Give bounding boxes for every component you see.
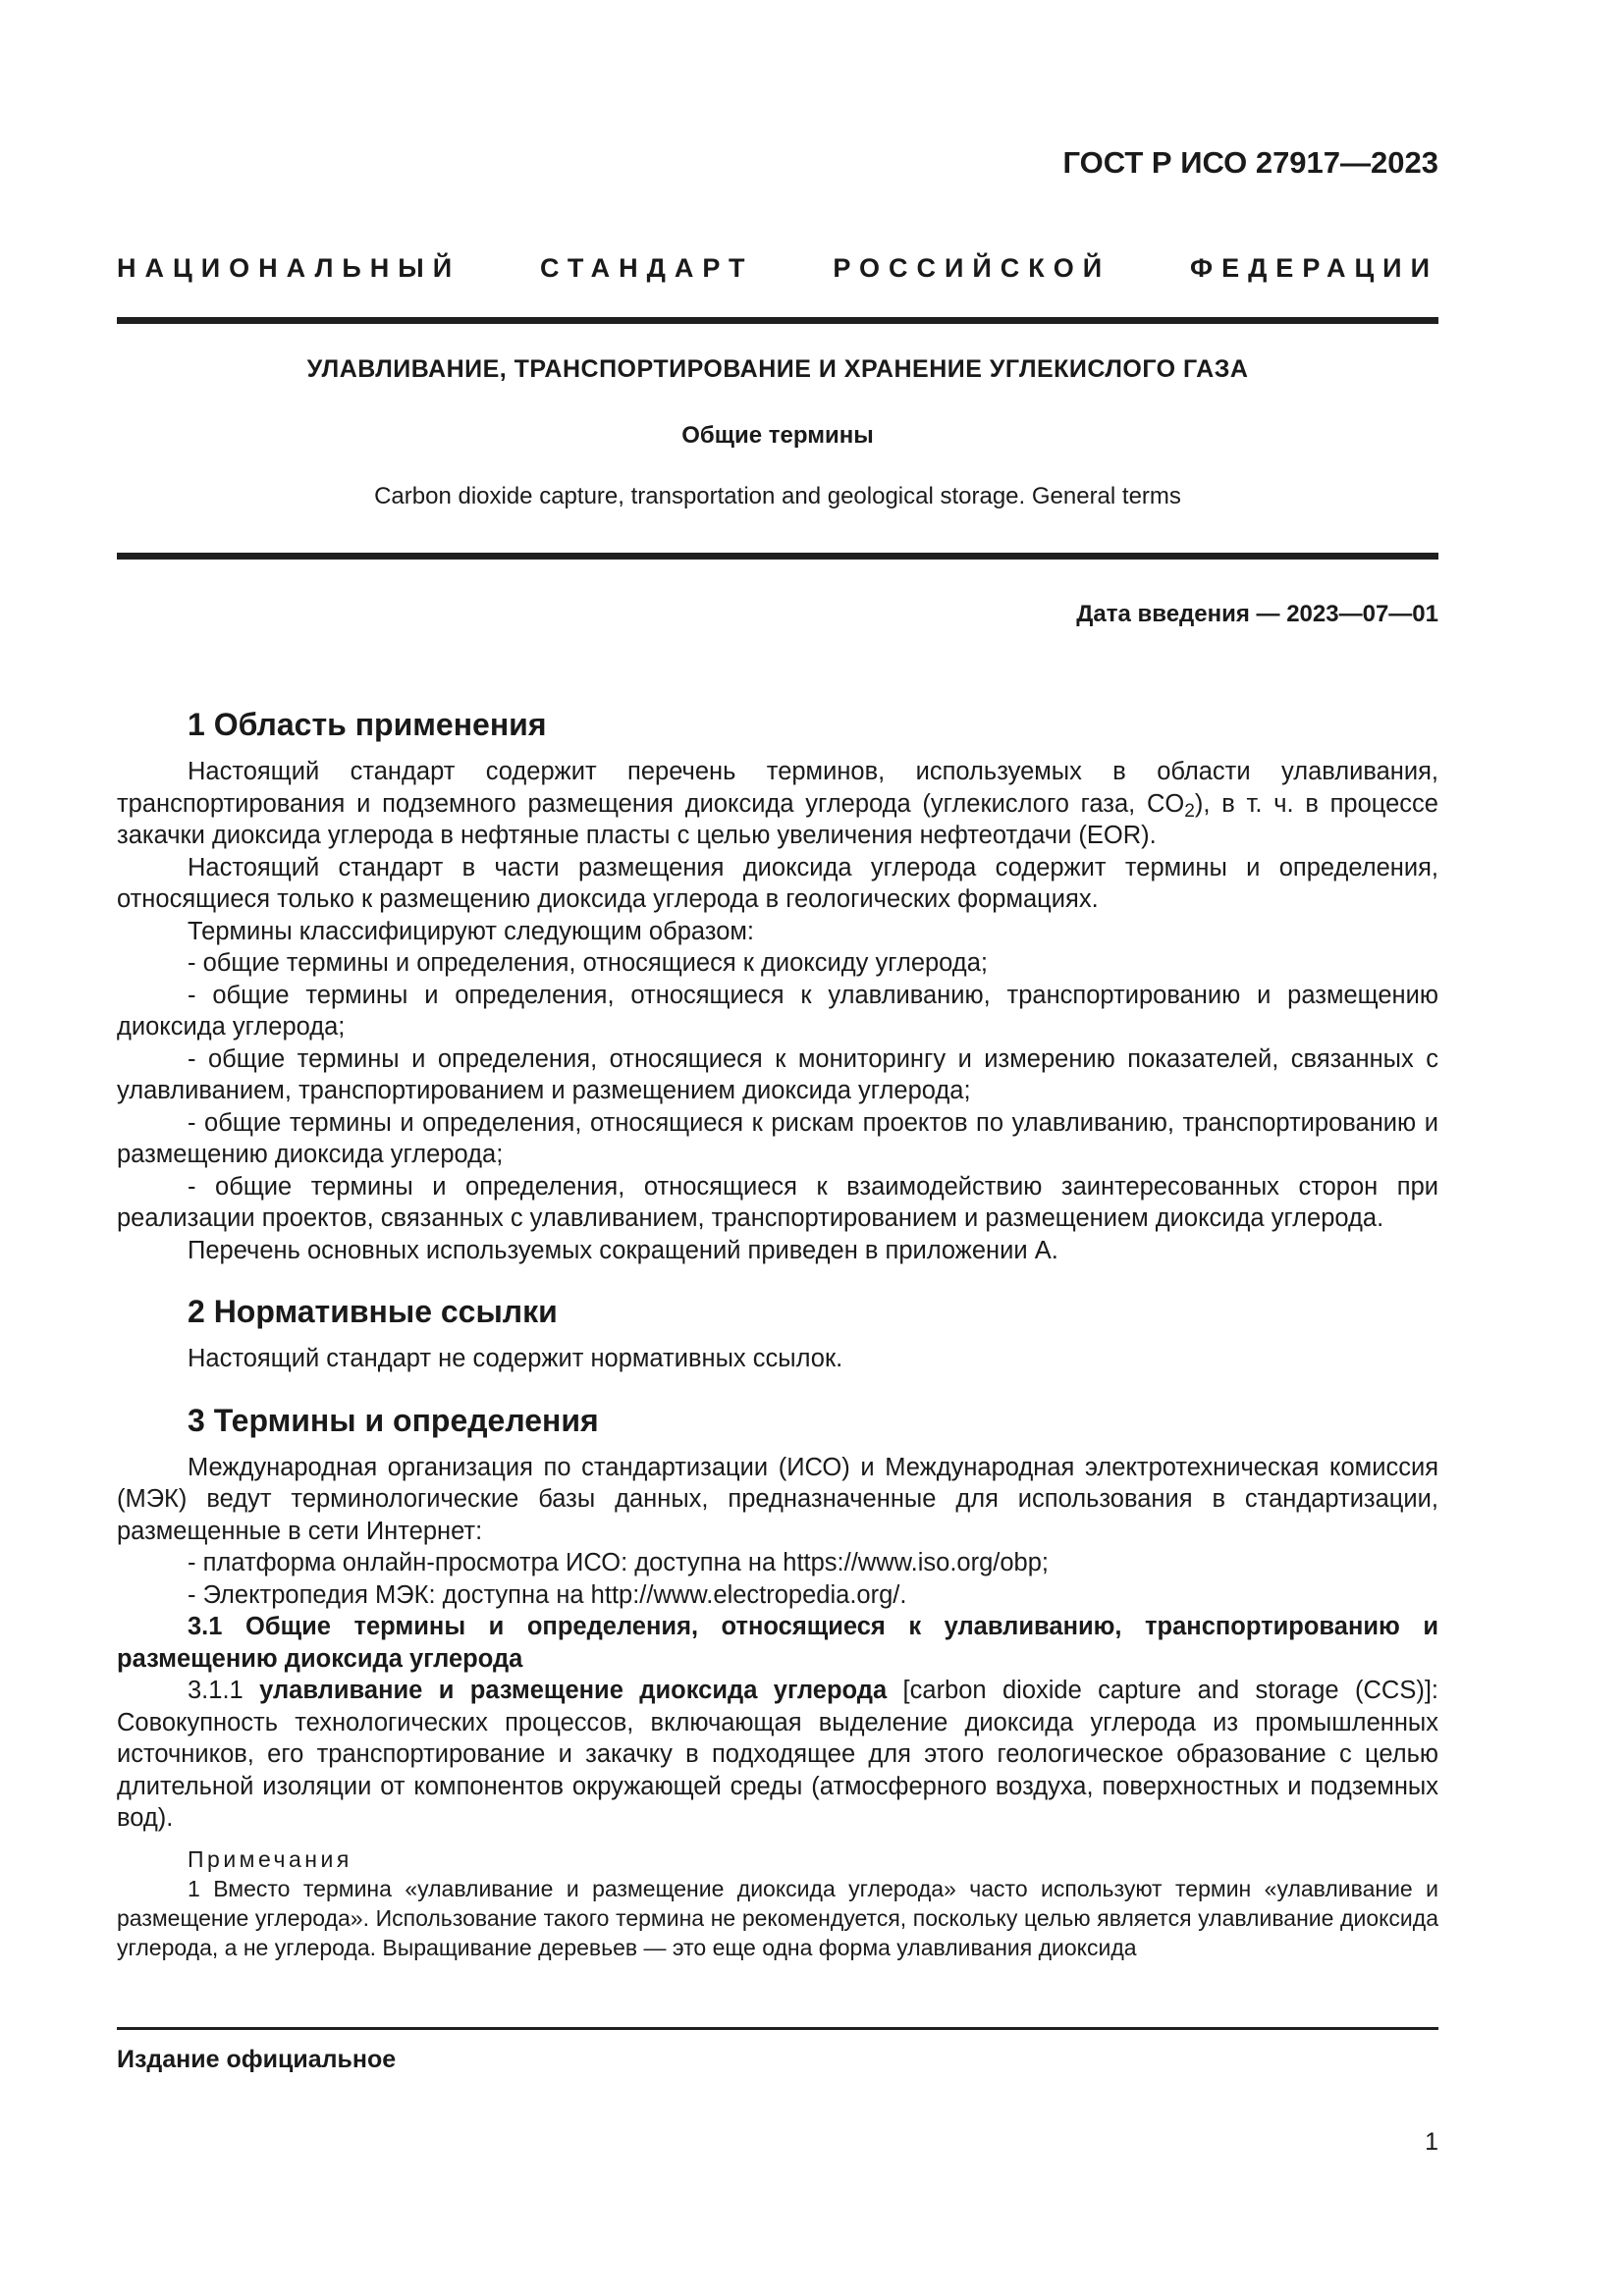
official-edition-label: Издание официальное (117, 2046, 397, 2073)
subsection-3-1-heading: 3.1 Общие термины и определения, относящиеся к улавливанию, транспортированию и размещению диоксида углерода (117, 1613, 1438, 1673)
standard-subtitle: Общие термины (681, 422, 874, 449)
note-1: 1 Вместо термина «улавливание и размещение диоксида углерода» часто используют термин «улавливание и размещение углерода». Использование такого термина не рекомендуется, поскольку целью является улавливание диоксида углерода, а не углерода. Выращивание деревьев — это еще одна форма улавливания диоксида (117, 1875, 1438, 1960)
document-code: ГОСТ Р ИСО 27917—2023 (1062, 145, 1438, 180)
paragraph-text: Настоящий стандарт содержит перечень терминов, используемых в области улавливания, транспортирования и подземного размещения диоксида углерода (углекислого газа, CO (117, 758, 1438, 818)
section-1-heading: 1 Область применения (188, 707, 547, 742)
section-3-paragraph: Международная организация по стандартизации (ИСО) и Международная электротехническая комиссия (МЭК) ведут терминологические базы данных, предназначенные для использования в стандартизации, размещенные в сети Интернет: (117, 1453, 1438, 1545)
list-item: - общие термины и определения, относящиеся к диоксиду углерода; (188, 949, 988, 977)
list-item: - Электропедия МЭК: доступна на http://www.electropedia.org/. (188, 1580, 907, 1609)
section-2-paragraph: Настоящий стандарт не содержит нормативных ссылок. (188, 1345, 843, 1372)
term-english: [carbon dioxide capture and storage (CCS)]: (902, 1677, 1438, 1704)
section-2-heading: 2 Нормативные ссылки (188, 1294, 558, 1329)
list-item: - общие термины и определения, относящиеся к мониторингу и измерению показателей, связанных с улавливанием, транспортированием и размещением диоксида углерода; (117, 1044, 1438, 1104)
term-definition: Совокупность технологических процессов, включающая выделение диоксида углерода из промышленных источников, его транспортирование и закачку в подходящее для этого геологическое образование с целью длительной изоляции от компонентов окружающей среды (атмосферного воздуха, поверхностных и подземных вод). (117, 1708, 1438, 1832)
list-item: - платформа онлайн-просмотра ИСО: доступна на https://www.iso.org/obp; (188, 1549, 1049, 1576)
document-body (117, 705, 1438, 1962)
paragraph-text: ), в т. ч. в процессе закачки диоксида углерода в нефтяные пласты с целью увеличения нефтеотдачи (EOR). (117, 789, 1438, 849)
section-1-paragraph: Термины классифицируют следующим образом: (188, 917, 754, 945)
section-1-paragraph (117, 756, 1438, 852)
section-1-paragraph: Настоящий стандарт в части размещения диоксида углерода содержит термины и определения, относящиеся только к размещению диоксида углерода в геологических формациях. (117, 853, 1438, 913)
page-number: 1 (1425, 2128, 1438, 2156)
introduction-date: Дата введения — 2023—07—01 (1076, 601, 1438, 627)
section-3-heading: 3 Термины и определения (188, 1402, 599, 1438)
term-name: улавливание и размещение диоксида углерода (259, 1677, 888, 1704)
list-item: - общие термины и определения, относящиеся к улавливанию, транспортированию и размещению диоксида углерода; (117, 981, 1438, 1041)
national-standard-banner: НАЦИОНАЛЬНЫЙ СТАНДАРТ РОССИЙСКОЙ ФЕДЕРАЦИИ (117, 253, 1438, 283)
title-bottom-rule (117, 553, 1438, 560)
subscript-2: 2 (1184, 800, 1195, 822)
term-number: 3.1.1 (188, 1677, 244, 1704)
standard-title: УЛАВЛИВАНИЕ, ТРАНСПОРТИРОВАНИЕ И ХРАНЕНИЕ УГЛЕКИСЛОГО ГАЗА (306, 355, 1249, 383)
top-thick-rule (117, 317, 1438, 324)
english-title: Carbon dioxide capture, transportation and geological storage. General terms (374, 483, 1181, 509)
footer-rule (117, 2027, 1438, 2030)
term-3-1-1 (117, 1675, 1438, 1835)
notes-heading: Примечания (188, 1845, 352, 1872)
list-item: - общие термины и определения, относящиеся к взаимодействию заинтересованных сторон при реализации проектов, связанных с улавливанием, транспортированием и размещением диоксида углерода. (117, 1172, 1438, 1232)
list-item: - общие термины и определения, относящиеся к рискам проектов по улавливанию, транспортированию и размещению диоксида углерода; (117, 1108, 1438, 1168)
section-1-paragraph: Перечень основных используемых сокращений приведен в приложении А. (188, 1236, 1058, 1264)
